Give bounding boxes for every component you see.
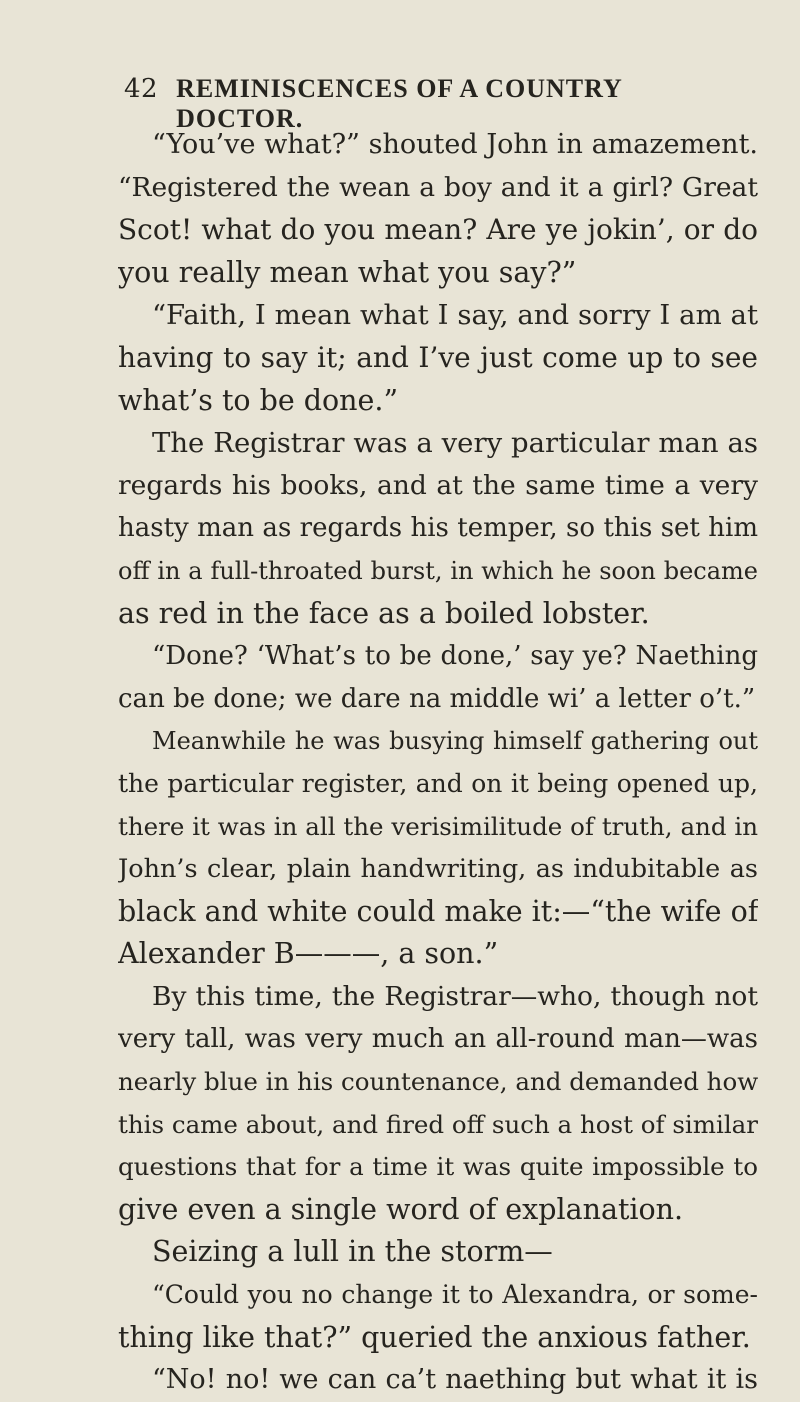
text-line: as red in the face as a boiled lobster.	[118, 596, 650, 630]
running-title: REMINISCENCES OF A COUNTRY DOCTOR.	[176, 74, 622, 133]
text-line: you really mean what you say?”	[118, 255, 577, 289]
text-line: regards his books, and at the same time a very	[118, 469, 758, 501]
text-line: “No! no! we can ca’t naething but what it is	[152, 1364, 758, 1396]
text-line: Alexander B———, a son.”	[118, 937, 499, 971]
text-line: very tall, was very much an all-round man—was	[118, 1024, 758, 1055]
text-line: Meanwhile he was busying himself gathering out	[152, 727, 758, 756]
text-line: nearly blue in his countenance, and demanded how	[118, 1067, 758, 1097]
text-line: “Registered the wean a boy and it a girl? Great	[118, 171, 758, 203]
text-line: “Could you no change it to Alexandra, or some-	[152, 1280, 758, 1310]
text-line: The Registrar was a very particular man as	[152, 427, 758, 460]
text-line: “Faith, I mean what I say, and sorry I am at	[152, 299, 758, 332]
text-line: Scot! what do you mean? Are ye jokin’, or do	[118, 213, 758, 247]
text-line: can be done; we dare na middle wi’ a letter o’t.”	[118, 683, 756, 714]
body-text	[118, 124, 758, 1402]
text-line: there it was in all the verisimilitude of truth, and in	[118, 811, 758, 841]
text-line: “Done? ‘What’s to be done,’ say ye? Naething	[152, 641, 758, 672]
text-line: this came about, and fired off such a host of similar	[118, 1109, 758, 1139]
text-line: black and white could make it:—“the wife of	[118, 894, 758, 928]
text-line: John’s clear, plain handwriting, as indubitable as	[118, 854, 758, 885]
text-line: the particular register, and on it being opened up,	[118, 768, 758, 798]
text-line: By this time, the Registrar—who, though not	[152, 980, 758, 1012]
text-line: questions that for a time it was quite impossible to	[118, 1152, 758, 1182]
text-line: “You’ve what?” shouted John in amazement.	[152, 129, 758, 160]
page-number: 42	[124, 74, 159, 104]
text-line: Seizing a lull in the storm—	[152, 1235, 553, 1269]
text-line: thing like that?” queried the anxious father.	[118, 1320, 751, 1354]
text-line: hasty man as regards his temper, so this set him	[118, 513, 758, 544]
text-line: what’s to be done.”	[118, 383, 399, 417]
text-line: off in a full-throated burst, in which he soon became	[118, 556, 758, 585]
text-line: having to say it; and I’ve just come up to see	[118, 340, 758, 374]
text-line: give even a single word of explanation.	[118, 1192, 684, 1226]
